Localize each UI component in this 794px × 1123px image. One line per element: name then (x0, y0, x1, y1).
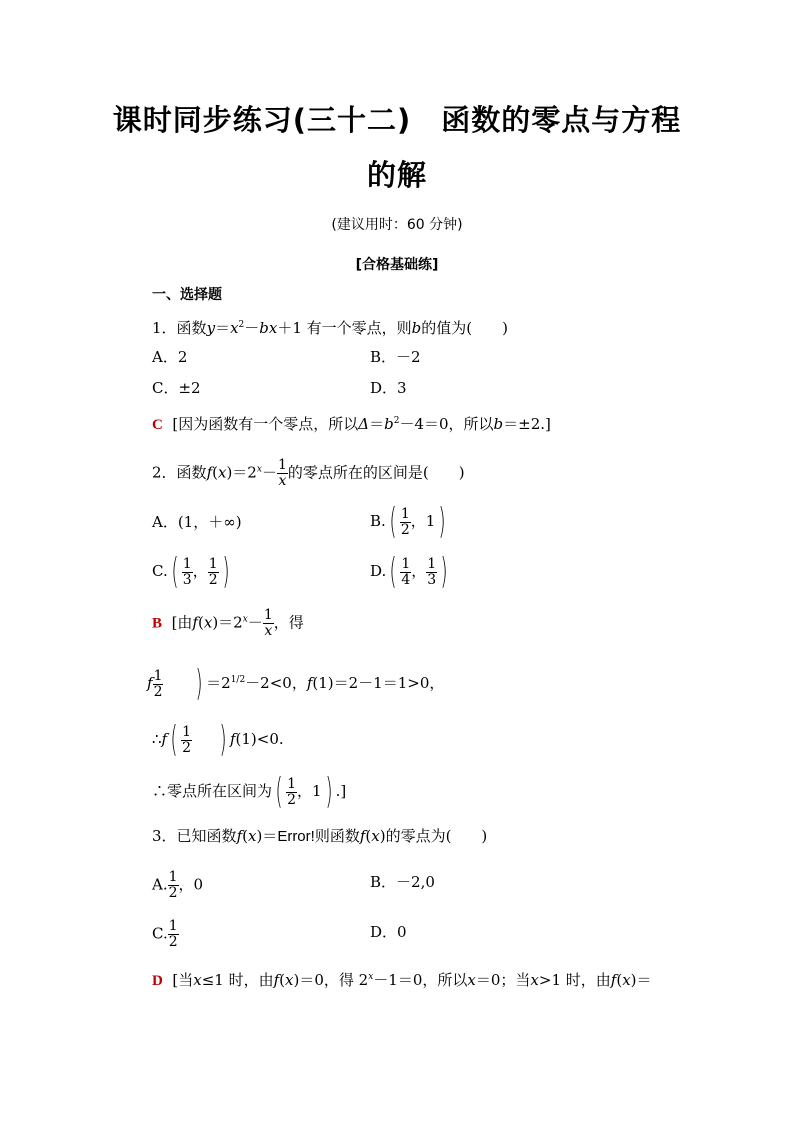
q2-solution-line3: ∴f( $\frac{1}{2}$ ) f(1)<0. (152, 719, 284, 760)
page-title-line2: 的解 (366, 158, 427, 192)
fraction: $\frac{1}{x}$ (277, 457, 287, 489)
q2-option-a: A．(1，＋∞) (152, 513, 242, 531)
q3-option-c: C. $\frac{1}{2}$ (152, 918, 178, 950)
page-title: 课时同步练习(三十二) 函数的零点与方程 (112, 103, 682, 137)
q1-solution: C [因为函数有一个零点，所以$\Delta=b^2-4=0$，所以b＝±2.] (152, 415, 551, 433)
q2-option-d: D.( $\frac{1}{4}$ ， $\frac{1}{3}$ ) (370, 551, 448, 592)
q2-solution-line1: B [由$f(x)=2^x-$ $\frac{1}{x}$ ，得 (152, 607, 304, 639)
q2-solution-line4: ∴零点所在区间为( $\frac{1}{2}$ ，1) .] (152, 771, 347, 812)
question-2: 2．函数$f(x)=2^x-$ $\frac{1}{x}$ 的零点所在的区间是( ) (152, 457, 465, 489)
question-3: 3．已知函数f(x)＝Error!则函数f(x)的零点为( ) (152, 827, 488, 845)
q3-option-b: B．－2,0 (370, 873, 435, 891)
suggested-time: (建议用时：60 分钟) (331, 217, 463, 233)
section-heading: [合格基础练] (355, 257, 439, 273)
q2-option-b: B.( $\frac{1}{2}$ ，1) (370, 501, 446, 542)
q1-option-c: C．±2 (152, 379, 201, 397)
q3-option-a: A. $\frac{1}{2}$ ，0 (152, 869, 204, 901)
q3-solution: D [当x≤1 时，由f(x)＝0，得 $2^x-1=0$，所以x＝0；当x>1 时，由f(x)＝ (152, 971, 652, 989)
q2-option-c: C.( $\frac{1}{3}$ ， $\frac{1}{2}$ ) (152, 551, 230, 592)
q1-option-a: A．2 (152, 348, 188, 366)
q3-answer: D (152, 973, 163, 989)
part-heading: 一、选择题 (152, 287, 222, 303)
q2-solution-line2: f $\frac{1}{2}$ ) $=2^{1/2}-2<0$，f(1)＝2－1＝1>0， (147, 663, 445, 704)
q3-option-d: D．0 (370, 923, 407, 941)
q1-option-d: D．3 (370, 379, 407, 397)
q1-option-b: B．－2 (370, 348, 421, 366)
q1-answer: C (152, 417, 163, 433)
q2-answer: B (152, 615, 163, 632)
question-1: 1．函数$y=x^2-bx+1$ 有一个零点，则b的值为( ) (152, 319, 508, 337)
